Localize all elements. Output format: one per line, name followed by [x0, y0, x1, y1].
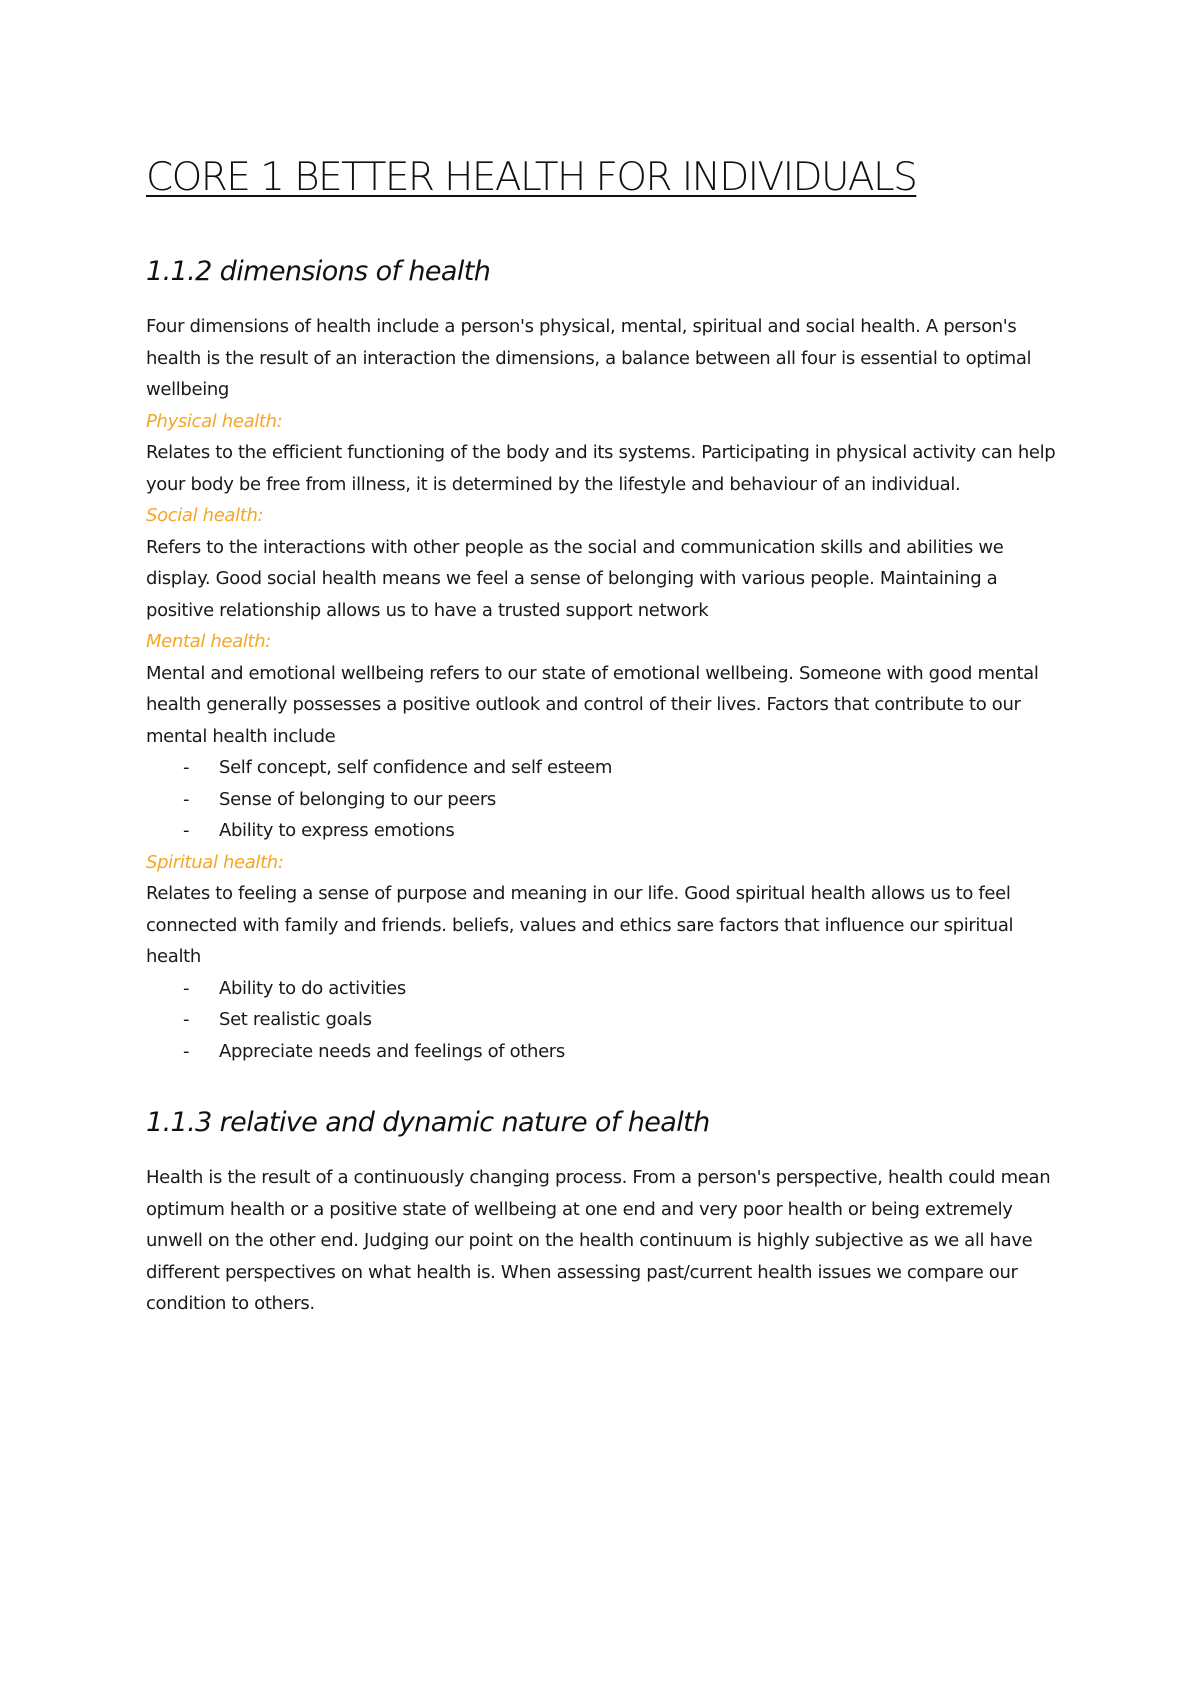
- dash-bullet: -: [183, 757, 190, 778]
- physical-health-label: Physical health:: [146, 410, 283, 432]
- document-page: [146, 150, 1066, 1320]
- relative-dynamic-text: Health is the result of a continuously changing process. From a person's perspective, health could mean optimum health or a positive state of wellbeing at one end and very poor health or being extremely unwell on the other end. Judging our point on the health continuum is highly subjective as we all have different perspectives on what health is. When assessing past/current health issues we compare our condition to others.: [146, 1167, 1051, 1314]
- spiritual-health-text: Relates to feeling a sense of purpose and meaning in our life. Good spiritual health allows us to feel connected with family and friends. beliefs, values and ethics sare factors that influence our spiritual health: [146, 883, 1014, 967]
- dash-bullet: -: [183, 788, 190, 810]
- social-health-text: Refers to the interactions with other people as the social and communication skills and abilities we display. Good social health means we feel a sense of belonging with various people. Maintaining a positive relationship allows us to have a trusted support network: [146, 536, 1004, 621]
- list-item-text: Appreciate needs and feelings of others: [219, 1040, 565, 1062]
- list-item: [146, 752, 1066, 784]
- page-title: CORE 1 BETTER HEALTH FOR INDIVIDUALS: [146, 155, 917, 200]
- mental-health-label: Mental health:: [146, 631, 271, 652]
- section-heading-dimensions: 1.1.2 dimensions of health: [146, 256, 491, 287]
- list-item: [146, 1036, 1066, 1068]
- dash-bullet: -: [183, 1040, 190, 1062]
- intro-paragraph: Four dimensions of health include a person's physical, mental, spiritual and social health. A person's health is the result of an interaction the dimensions, a balance between all four is essential to optimal wellbeing: [146, 316, 1032, 400]
- dash-bullet: -: [183, 820, 190, 841]
- list-item-text: Set realistic goals: [219, 1009, 372, 1030]
- mental-health-bullet-list: [146, 752, 1066, 847]
- physical-health-text: Relates to the efficient functioning of the body and its systems. Participating in physical activity can help your body be free from illness, it is determined by the lifestyle and behaviour of an individual.: [146, 442, 1056, 495]
- section-heading-relative-dynamic: 1.1.3 relative and dynamic nature of health: [146, 1107, 710, 1138]
- list-item: [146, 973, 1066, 1005]
- list-item-text: Self concept, self confidence and self esteem: [219, 757, 613, 778]
- list-item: [146, 815, 1066, 847]
- list-item-text: Sense of belonging to our peers: [219, 788, 496, 810]
- list-item-text: Ability to express emotions: [219, 820, 455, 841]
- list-item-text: Ability to do activities: [219, 977, 406, 999]
- mental-health-text: Mental and emotional wellbeing refers to our state of emotional wellbeing. Someone with good mental health generally possesses a positive outlook and control of their lives. Factors that contribute to our mental health include: [146, 662, 1039, 747]
- list-item: [146, 784, 1066, 816]
- dash-bullet: -: [183, 1009, 190, 1030]
- list-item: [146, 1004, 1066, 1036]
- social-health-label: Social health:: [146, 505, 264, 526]
- dash-bullet: -: [183, 977, 190, 999]
- spiritual-health-bullet-list: [146, 973, 1066, 1068]
- spiritual-health-label: Spiritual health:: [146, 851, 284, 873]
